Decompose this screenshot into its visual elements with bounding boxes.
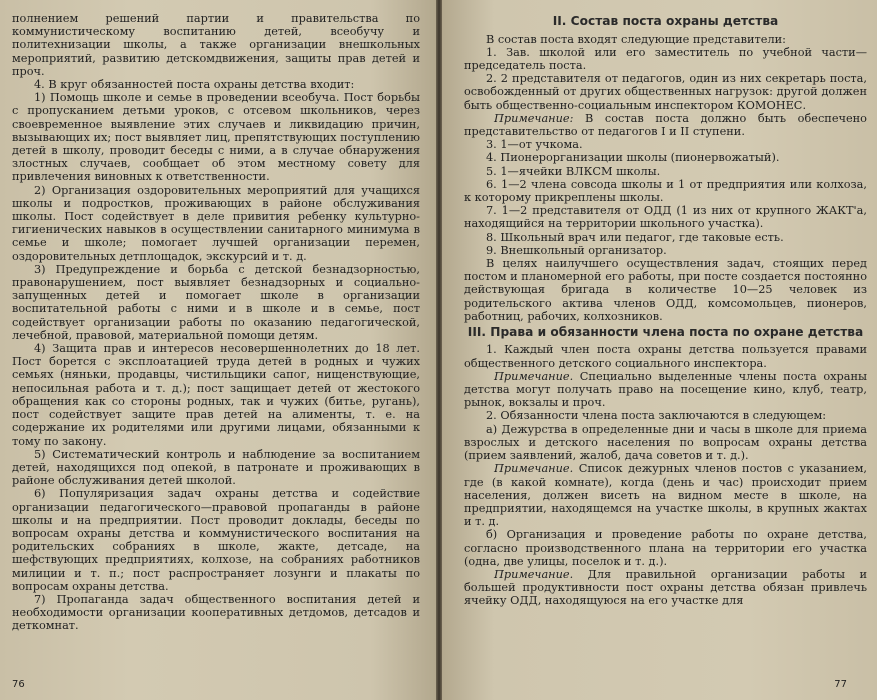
section-2-item-8: 8. Школьный врач или педагог, где таковые есть. [486, 230, 784, 244]
note-text: Список дежурных членов постов с указанием, где (в какой комнате), когда (день и час) происходит прием населения, должен висеть на видном месте в школе, на предприятии, находящемся на участке школы, в крупных жактах и т. д. [464, 462, 867, 529]
section-2-item-3: 3. 1—от учкома. [486, 138, 583, 152]
note-label: Примечание. [494, 369, 574, 383]
section-3-paragraph-2: 2. Обязанности члена поста заключаются в следующем: [486, 409, 827, 423]
left-paragraph-8: 7) Пропаганда задач общественного воспитания детей и необходимости организации кооперативных детдомов, детсадов и деткомнат. [12, 592, 420, 633]
section-2-note [464, 112, 867, 138]
section-2-item-6: 6. 1—2 члена совсода школы и 1 от предприятия или колхоза, к которому прикреплены школы. [464, 177, 867, 204]
section-3-note-2 [464, 462, 867, 528]
left-paragraph-1: 4. В круг обязанностей поста охраны детства входит: [34, 78, 355, 92]
left-paragraph-2: 1) Помощь школе и семье в проведении всеобуча. Пост борьбы с пропусканием детьми уроков, с отсевом школьников, через своевременное выявление этих случаев и ликвидацию причин, вызывающих их; пост выявляет лиц, препятствующих поступлению детей в школу, проводит беседы с ними, а в случае обнаружения злостных случаев, сообщает об этом местному совету для привлечения виновных к ответственности. [12, 91, 420, 184]
left-page-number: 76 [12, 679, 25, 690]
section-2-brigade-paragraph: В целях наилучшего осуществления задач, стоящих перед постом и планомерной его работы, при посте создается постоянно действующая бригада в количестве 10—25 человек из родительского актива членов ОДД, комсомольцев, пионеров, работниц, рабочих, колхозников. [464, 256, 867, 323]
section-2-item-4: 4. Пионерорганизации школы (пионервожатый). [486, 151, 780, 165]
left-paragraph-3: 2) Организация оздоровительных мероприятий для учащихся школы и подростков, проживающих в районе обслуживания школы. Пост содействует в деле привития ребенку культурно-гигиенических навыков в осуществлении санитарного минимума в семье и школе; помогает лучшей организации перемен, оздоровительных детплощадок, экскурсий и т. д. [12, 183, 420, 263]
left-paragraph-6: 5) Систематический контроль и наблюдение за воспитанием детей, находящихся под опекой, в патронате и проживающих в районе обслуживания детей школой. [12, 447, 420, 488]
left-paragraph-5: 4) Защита прав и интересов несовершеннолетних до 18 лет. Пост борется с эксплоатацией труда детей в родных и чужих семьях (няньки, продавцы, чистильщики сапог, нищенствующие, непосильная работа и т. д.); пост защищает детей от жестокого обращения как со стороны родных, так и чужих (битье, ругань), пост содействует защите прав детей на алименты, т. е. на содержание их родителями или другими лицами, обязанными к тому по закону. [12, 342, 420, 448]
section-3-note-3 [464, 568, 867, 608]
left-page [0, 0, 436, 700]
section-2-paragraph-2: 2. 2 представителя от педагогов, один из них секретарь поста, освобожденный от других общественных нагрузок: другой должен быть общественно-социальным инспектором КОМОНЕС. [464, 72, 867, 112]
section-3-paragraph-2b: б) Организация и проведение работы по охране детства, согласно производственного плана на территории его участка (одна, две улицы, поселок и т. д.). [464, 528, 867, 568]
note-text: Для правильной организации работы и большей продуктивности пост охраны детства обязан привлечь ячейку ОДД, находящуюся на его участке для [464, 567, 867, 608]
section-3-paragraph-1: 1. Каждый член поста охраны детства пользуется правами общественного детского социального инспектора. [464, 343, 867, 370]
section-2-paragraph-1: 1. Зав. школой или его заместитель по учебной части—председатель поста. [464, 45, 867, 72]
left-paragraph-7: 6) Популяризация задач охраны детства и содействие организации педагогического—правовой пропаганды в районе школы и на предприятии. Пост проводит доклады, беседы по вопросам охраны детства и коммунистического воспитания на родительских собраниях в школе, жакте, детсаде, на шефствующих предприятиях, колхозе, на собраниях работников милиции и т. п.; пост распространяет лозунги и плакаты по вопросам охраны детства. [12, 487, 420, 593]
section-3-paragraph-2a: а) Дежурства в определенные дни и часы в школе для приема взрослых и детского населения по вопросам охраны детства (прием заявлений, жалоб, дача советов и т. д.). [464, 422, 867, 463]
section-2-paragraph-0: В состав поста входят следующие представители: [486, 32, 786, 46]
section-2-item-7: 7. 1—2 представителя от ОДД (1 из них от крупного ЖАКТ'а, находящийся на территории школьного участка). [464, 204, 867, 231]
section-2-item-9: 9. Внешкольный организатор. [486, 243, 667, 257]
left-paragraph-0: полнением решений партии и правительства по коммунистическому воспитанию детей, всеобучу и политехнизации школы, а также организации внешкольных мероприятий, развитию детскомдвижения, защиты прав детей и проч. [12, 12, 420, 78]
note-label: Примечание. [494, 567, 574, 581]
right-page [442, 0, 877, 700]
section-2-item-5: 5. 1—ячейки ВЛКСМ школы. [486, 164, 661, 178]
section-3-note-1 [464, 370, 867, 410]
note-label: Примечание: [494, 111, 574, 125]
note-label: Примечание. [494, 462, 574, 476]
left-paragraph-4: 3) Предупреждение и борьба с детской безнадзорностью, правонарушением, пост выявляет безнадзорных и социально-запущенных детей и помогает школе в организации воспитательной работы с ними и в школе и в семье, пост содействует организации работы по оказанию педагогической, лечебной, правовой, материальной помощи детям. [12, 262, 420, 342]
note-text: В состав поста должно быть обеспечено представительство от педагогов I и II ступени. [464, 111, 867, 138]
right-page-number: 77 [834, 679, 847, 690]
note-text: Специально выделенные члены поста охраны детства могут получать право на посещение кино, клуб, театр, рынок, вокзалы и проч. [464, 369, 867, 410]
section-3-title: III. Права и обязанности члена поста по охране детства [467, 324, 864, 339]
section-2-title: II. Состав поста охраны детства [552, 14, 779, 28]
